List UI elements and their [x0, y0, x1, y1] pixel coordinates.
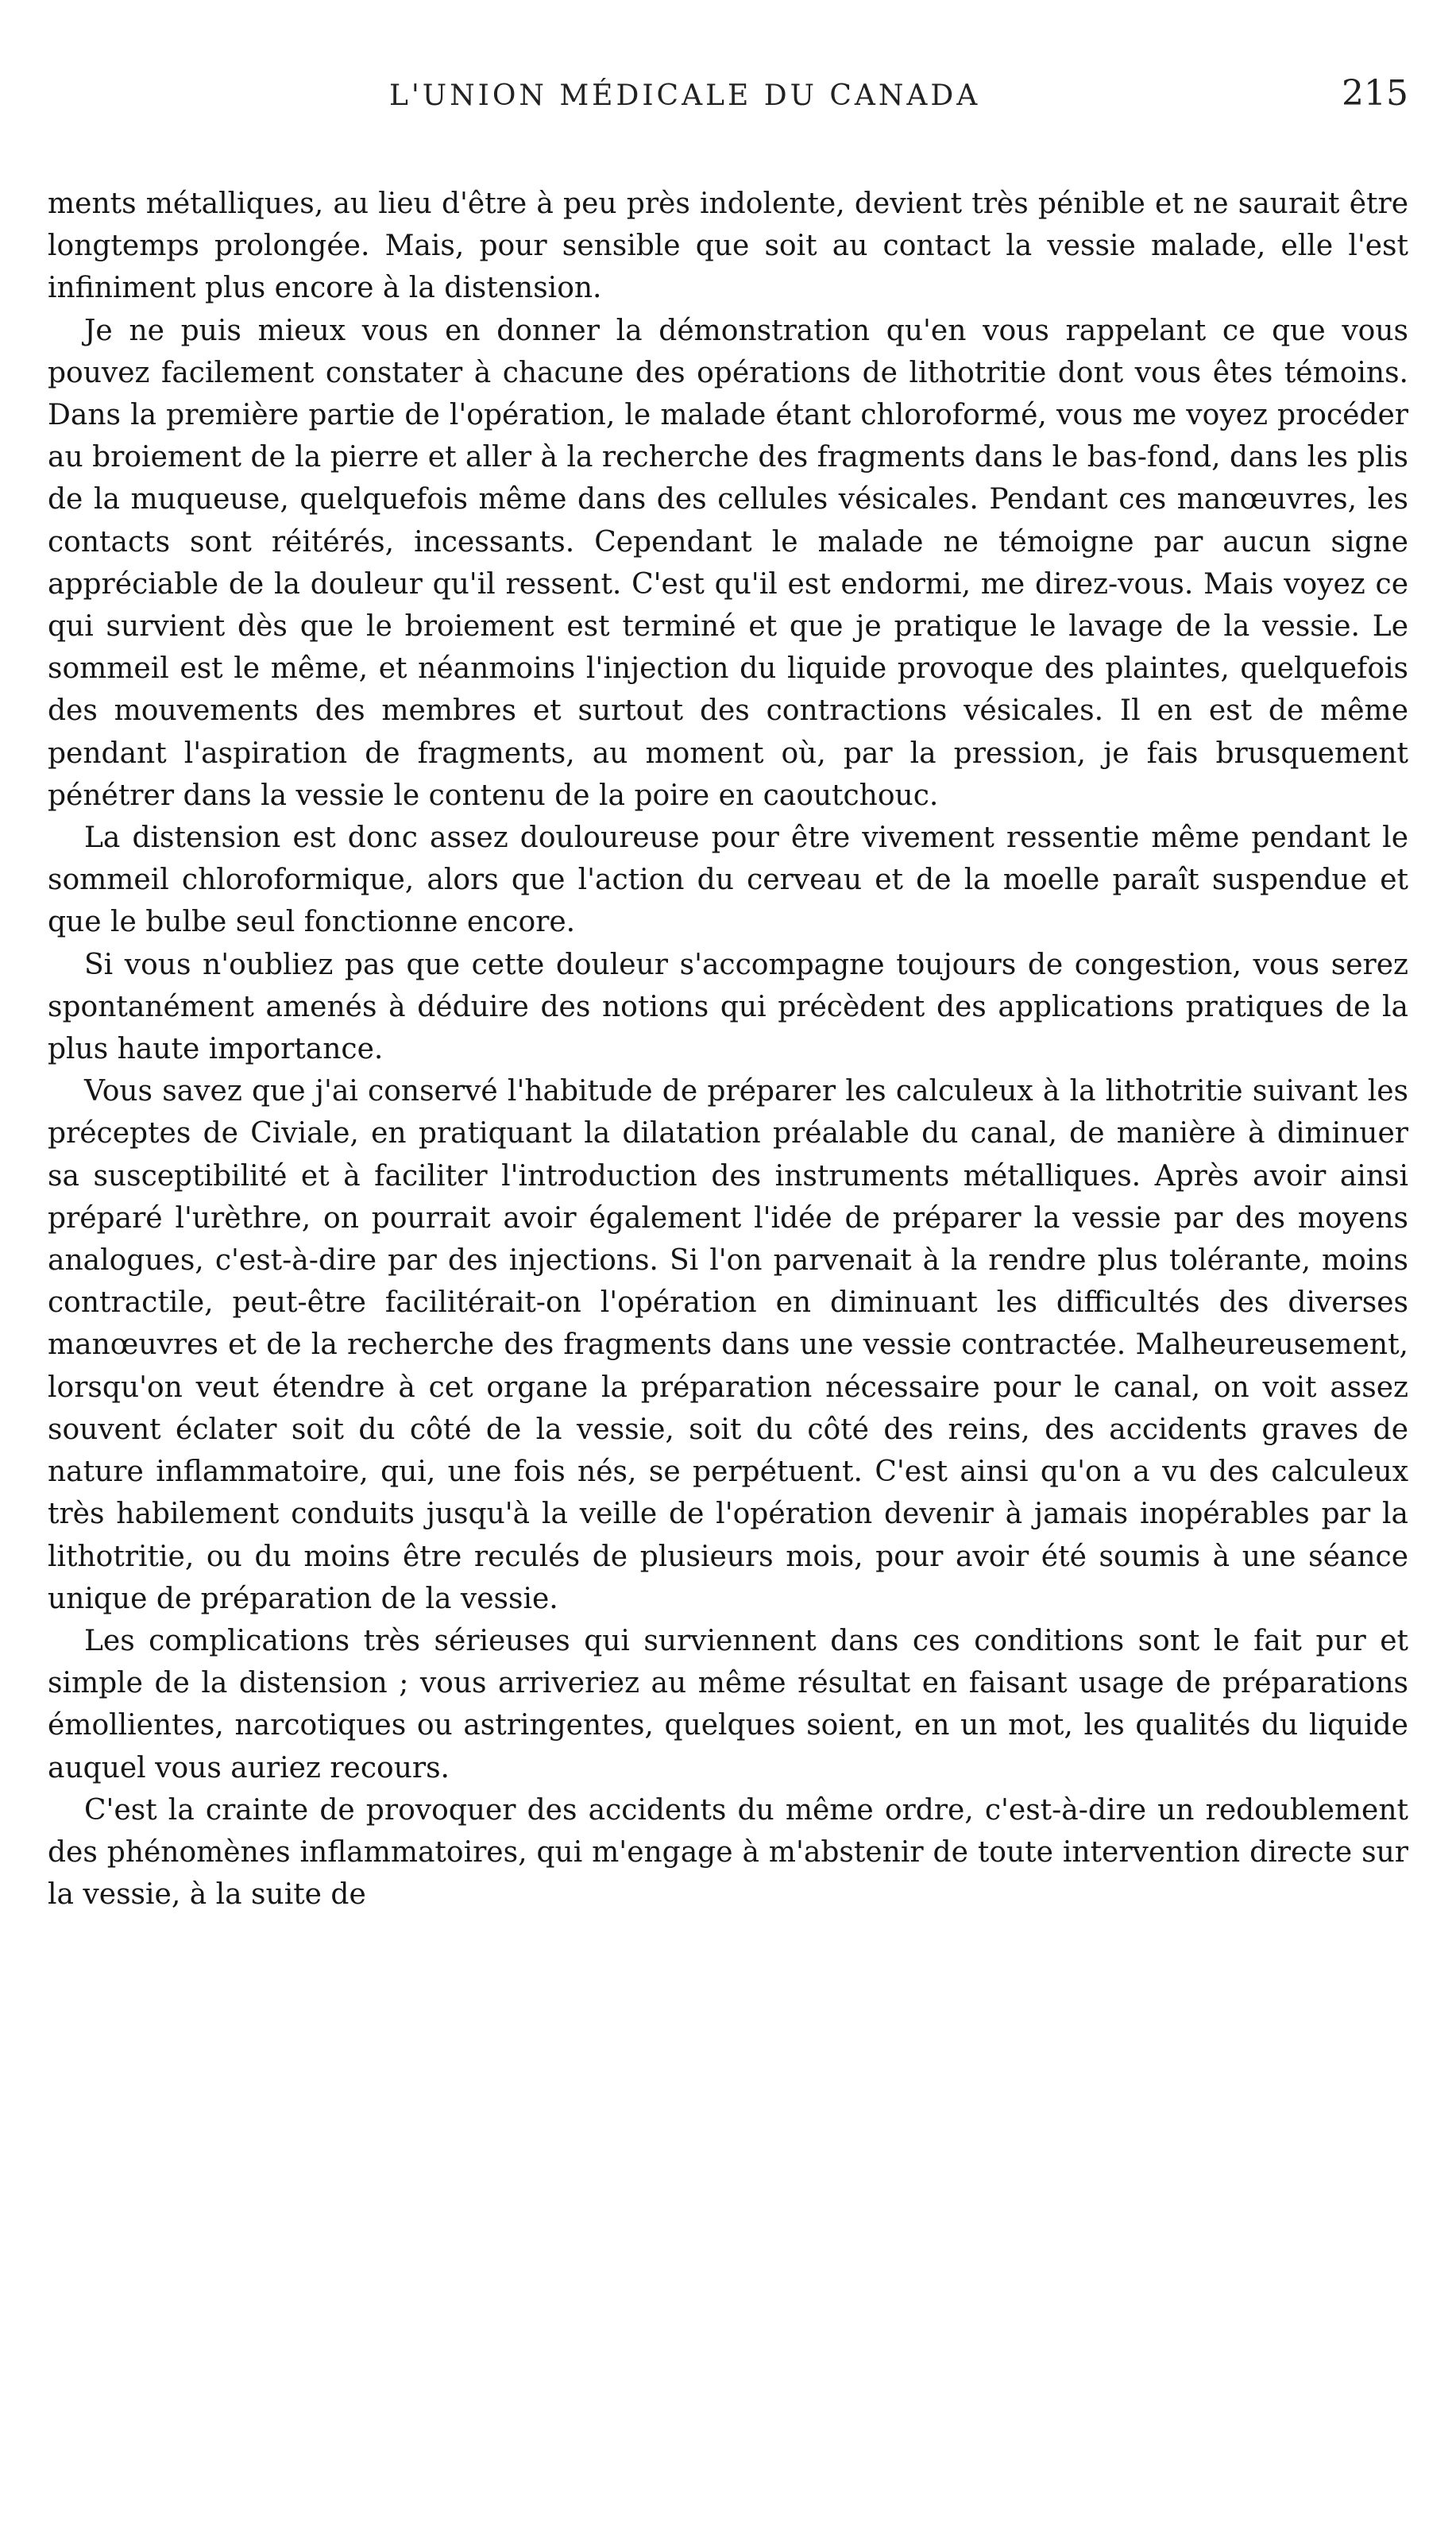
paragraph: Si vous n'oubliez pas que cette douleur s'accompagne toujours de congestion, vous serez spontanément amenés à déduire des notions qui précèdent des applications pratiques de la plus haute importance.: [48, 948, 1408, 1066]
paragraph: ments métalliques, au lieu d'être à peu près indolente, devient très pénible et ne saurait être longtemps prolongée. Mais, pour sensible que soit au contact la vessie malade, elle l'est infiniment plus encore à la distension.: [48, 188, 1408, 305]
page-number: 215: [1342, 73, 1408, 114]
paragraph: La distension est donc assez douloureuse pour être vivement ressentie même pendant le sommeil chloroformique, alors que l'action du cerveau et de la moelle paraît suspendue et que le bulbe seul fonctionne encore.: [48, 822, 1408, 939]
paragraph: Je ne puis mieux vous en donner la démonstration qu'en vous rappelant ce que vous pouvez facilement constater à chacune des opérations de lithotritie dont vous êtes témoins. Dans la première partie de l'opération, le malade étant chloroformé, vous me voyez procéder au broiement de la pierre et aller à la recherche des fragments dans le bas-fond, dans les plis de la muqueuse, quelquefois même dans des cellules vésicales. Pendant ces manœuvres, les contacts sont réitérés, incessants. Cependant le malade ne témoigne par aucun signe appréciable de la douleur qu'il ressent. C'est qu'il est endormi, me direz-vous. Mais voyez ce qui survient dès que le broiement est terminé et que je pratique le lavage de la vessie. Le sommeil est le même, et néanmoins l'injection du liquide provoque des plaintes, quelquefois des mouvements des membres et surtout des contractions vésicales. Il en est de même pendant l'aspiration de fragments, au moment où, par la pression, je fais brusquement pénétrer dans la vessie le contenu de la poire en caoutchouc.: [48, 314, 1408, 812]
running-title: L'UNION MÉDICALE DU CANADA: [389, 79, 981, 112]
document-page: [48, 56, 1408, 1916]
running-header: [48, 56, 1408, 127]
paragraph: C'est la crainte de provoquer des accidents du même ordre, c'est-à-dire un redoublement des phénomènes inflammatoires, qui m'engage à m'abstenir de toute intervention directe sur la vessie, à la suite de: [48, 1793, 1408, 1912]
body-text: [48, 183, 1408, 1916]
paragraph: Vous savez que j'ai conservé l'habitude de préparer les calculeux à la lithotritie suivant les préceptes de Civiale, en pratiquant la dilatation préalable du canal, de manière à diminuer sa susceptibilité et à faciliter l'introduction des instruments métalliques. Après avoir ainsi préparé l'urèthre, on pourrait avoir également l'idée de préparer la vessie par des moyens analogues, c'est-à-dire par des injections. Si l'on parvenait à la rendre plus tolérante, moins contractile, peut-être facilitérait-on l'opération en diminuant les difficultés des diverses manœuvres et de la recherche des fragments dans une vessie contractée. Malheureusement, lorsqu'on veut étendre à cet organe la préparation nécessaire pour le canal, on voit assez souvent éclater soit du côté de la vessie, soit du côté des reins, des accidents graves de nature inflammatoire, qui, une fois nés, se perpétuent. C'est ainsi qu'on a vu des calculeux très habilement conduits jusqu'à la veille de l'opération devenir à jamais inopérables par la lithotritie, ou du moins être reculés de plusieurs mois, pour avoir été soumis à une séance unique de préparation de la vessie.: [48, 1075, 1408, 1615]
paragraph: Les complications très sérieuses qui surviennent dans ces conditions sont le fait pur et simple de la distension ; vous arriveriez au même résultat en faisant usage de préparations émollientes, narcotiques ou astringentes, quelques soient, en un mot, les qualités du liquide auquel vous auriez recours.: [48, 1624, 1408, 1784]
